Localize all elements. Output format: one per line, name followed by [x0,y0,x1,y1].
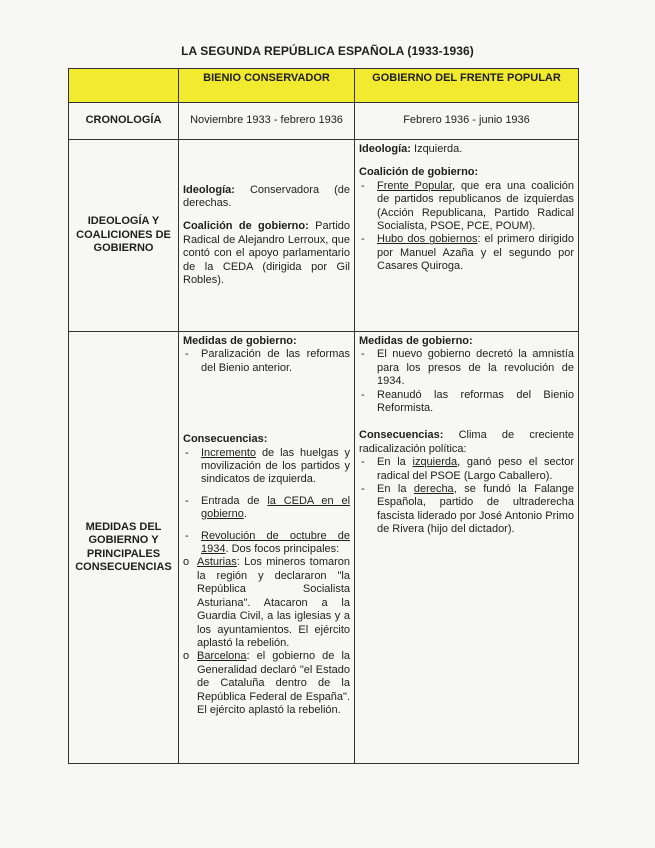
medidas-frente-label: Medidas de gobierno: [359,335,473,347]
consecuencias-bienio-label: Consecuencias: [183,433,268,446]
cronologia-bienio: Noviembre 1933 - febrero 1936 [179,103,355,140]
row-label-cronologia: CRONOLOGÍA [69,103,179,140]
list-item: - Entrada de la CEDA en el gobierno. [183,495,350,522]
list-item: - Paralización de las reformas del Bienio anterior. [183,348,350,375]
row-label-medidas: MEDIDAS DEL GOBIERNO Y PRINCIPALES CONSECUENCIAS [69,332,179,764]
list-item: - En la izquierda, ganó peso el sector radical del PSOE (Largo Caballero). [359,456,574,483]
list-item: - Hubo dos gobiernos: el primero dirigido por Manuel Azaña y el segundo por Casares Quiroga. [359,233,574,273]
republic-table [68,68,579,764]
header-blank-cell [69,69,179,103]
list-item: - El nuevo gobierno decretó la amnistía para los presos de la revolución de 1934. [359,348,574,388]
row-label-ideologia: IDEOLOGÍA Y COALICIONES DE GOBIERNO [69,140,179,332]
medidas-bienio-label: Medidas de gobierno: [183,335,297,347]
medidas-frente [355,332,579,764]
ideologia-bienio-coalition: Coalición de gobierno: Partido Radical de Alejandro Lerroux, que contó con el apoyo parlamentario de la CEDA (dirigida por Gil Robles). [183,220,350,287]
medidas-bienio [179,332,355,764]
row-ideologia [69,140,579,332]
header-bienio-conservador: BIENIO CONSERVADOR [179,69,355,103]
list-item: - Incremento de las huelgas y movilización de los partidos y sindicatos de izquierda. [183,447,350,487]
ideologia-frente-coalition-label: Coalición de gobierno: [359,166,479,179]
sub-list-item: o Asturias: Los mineros tomaron la región y declararon "la República Socialista Asturiana". Atacaron a la Guardia Civil, a las iglesias y a los ayuntamientos. El ejército aplastó la rebelión. [183,556,350,650]
header-row [69,69,579,103]
list-item: - En la derecha, se fundó la Falange Española, partido de ultraderecha fascista liderado por José Antonio Primo de Rivera (hijo del dictador). [359,483,574,537]
sub-list-item: o Barcelona: el gobierno de la Generalidad declaró "el Estado de Cataluña dentro de la República Federal de España". El ejército aplastó la rebelión. [183,650,350,717]
ideologia-frente-ideology: Ideología: Izquierda. [359,143,463,155]
ideologia-frente [355,140,579,332]
header-frente-popular: GOBIERNO DEL FRENTE POPULAR [355,69,579,103]
cronologia-frente: Febrero 1936 - junio 1936 [355,103,579,140]
ideologia-bienio-ideology: Ideología: Conservadora (de derechas. [183,183,350,209]
ideologia-bienio [179,140,355,332]
list-item: - Reanudó las reformas del Bienio Reformista. [359,389,574,416]
page-title: LA SEGUNDA REPÚBLICA ESPAÑOLA (1933-1936) [181,44,474,58]
list-item: - Revolución de octubre de 1934. Dos focos principales: [183,530,350,557]
list-item: - Frente Popular, que era una coalición de partidos republicanos de izquierdas (Acción Republicana, Partido Radical Socialista, PSOE, PCE, POUM). [359,180,574,234]
row-medidas [69,332,579,764]
consecuencias-frente-intro: Consecuencias: Clima de creciente radicalización política: [359,429,574,455]
row-cronologia [69,103,579,140]
